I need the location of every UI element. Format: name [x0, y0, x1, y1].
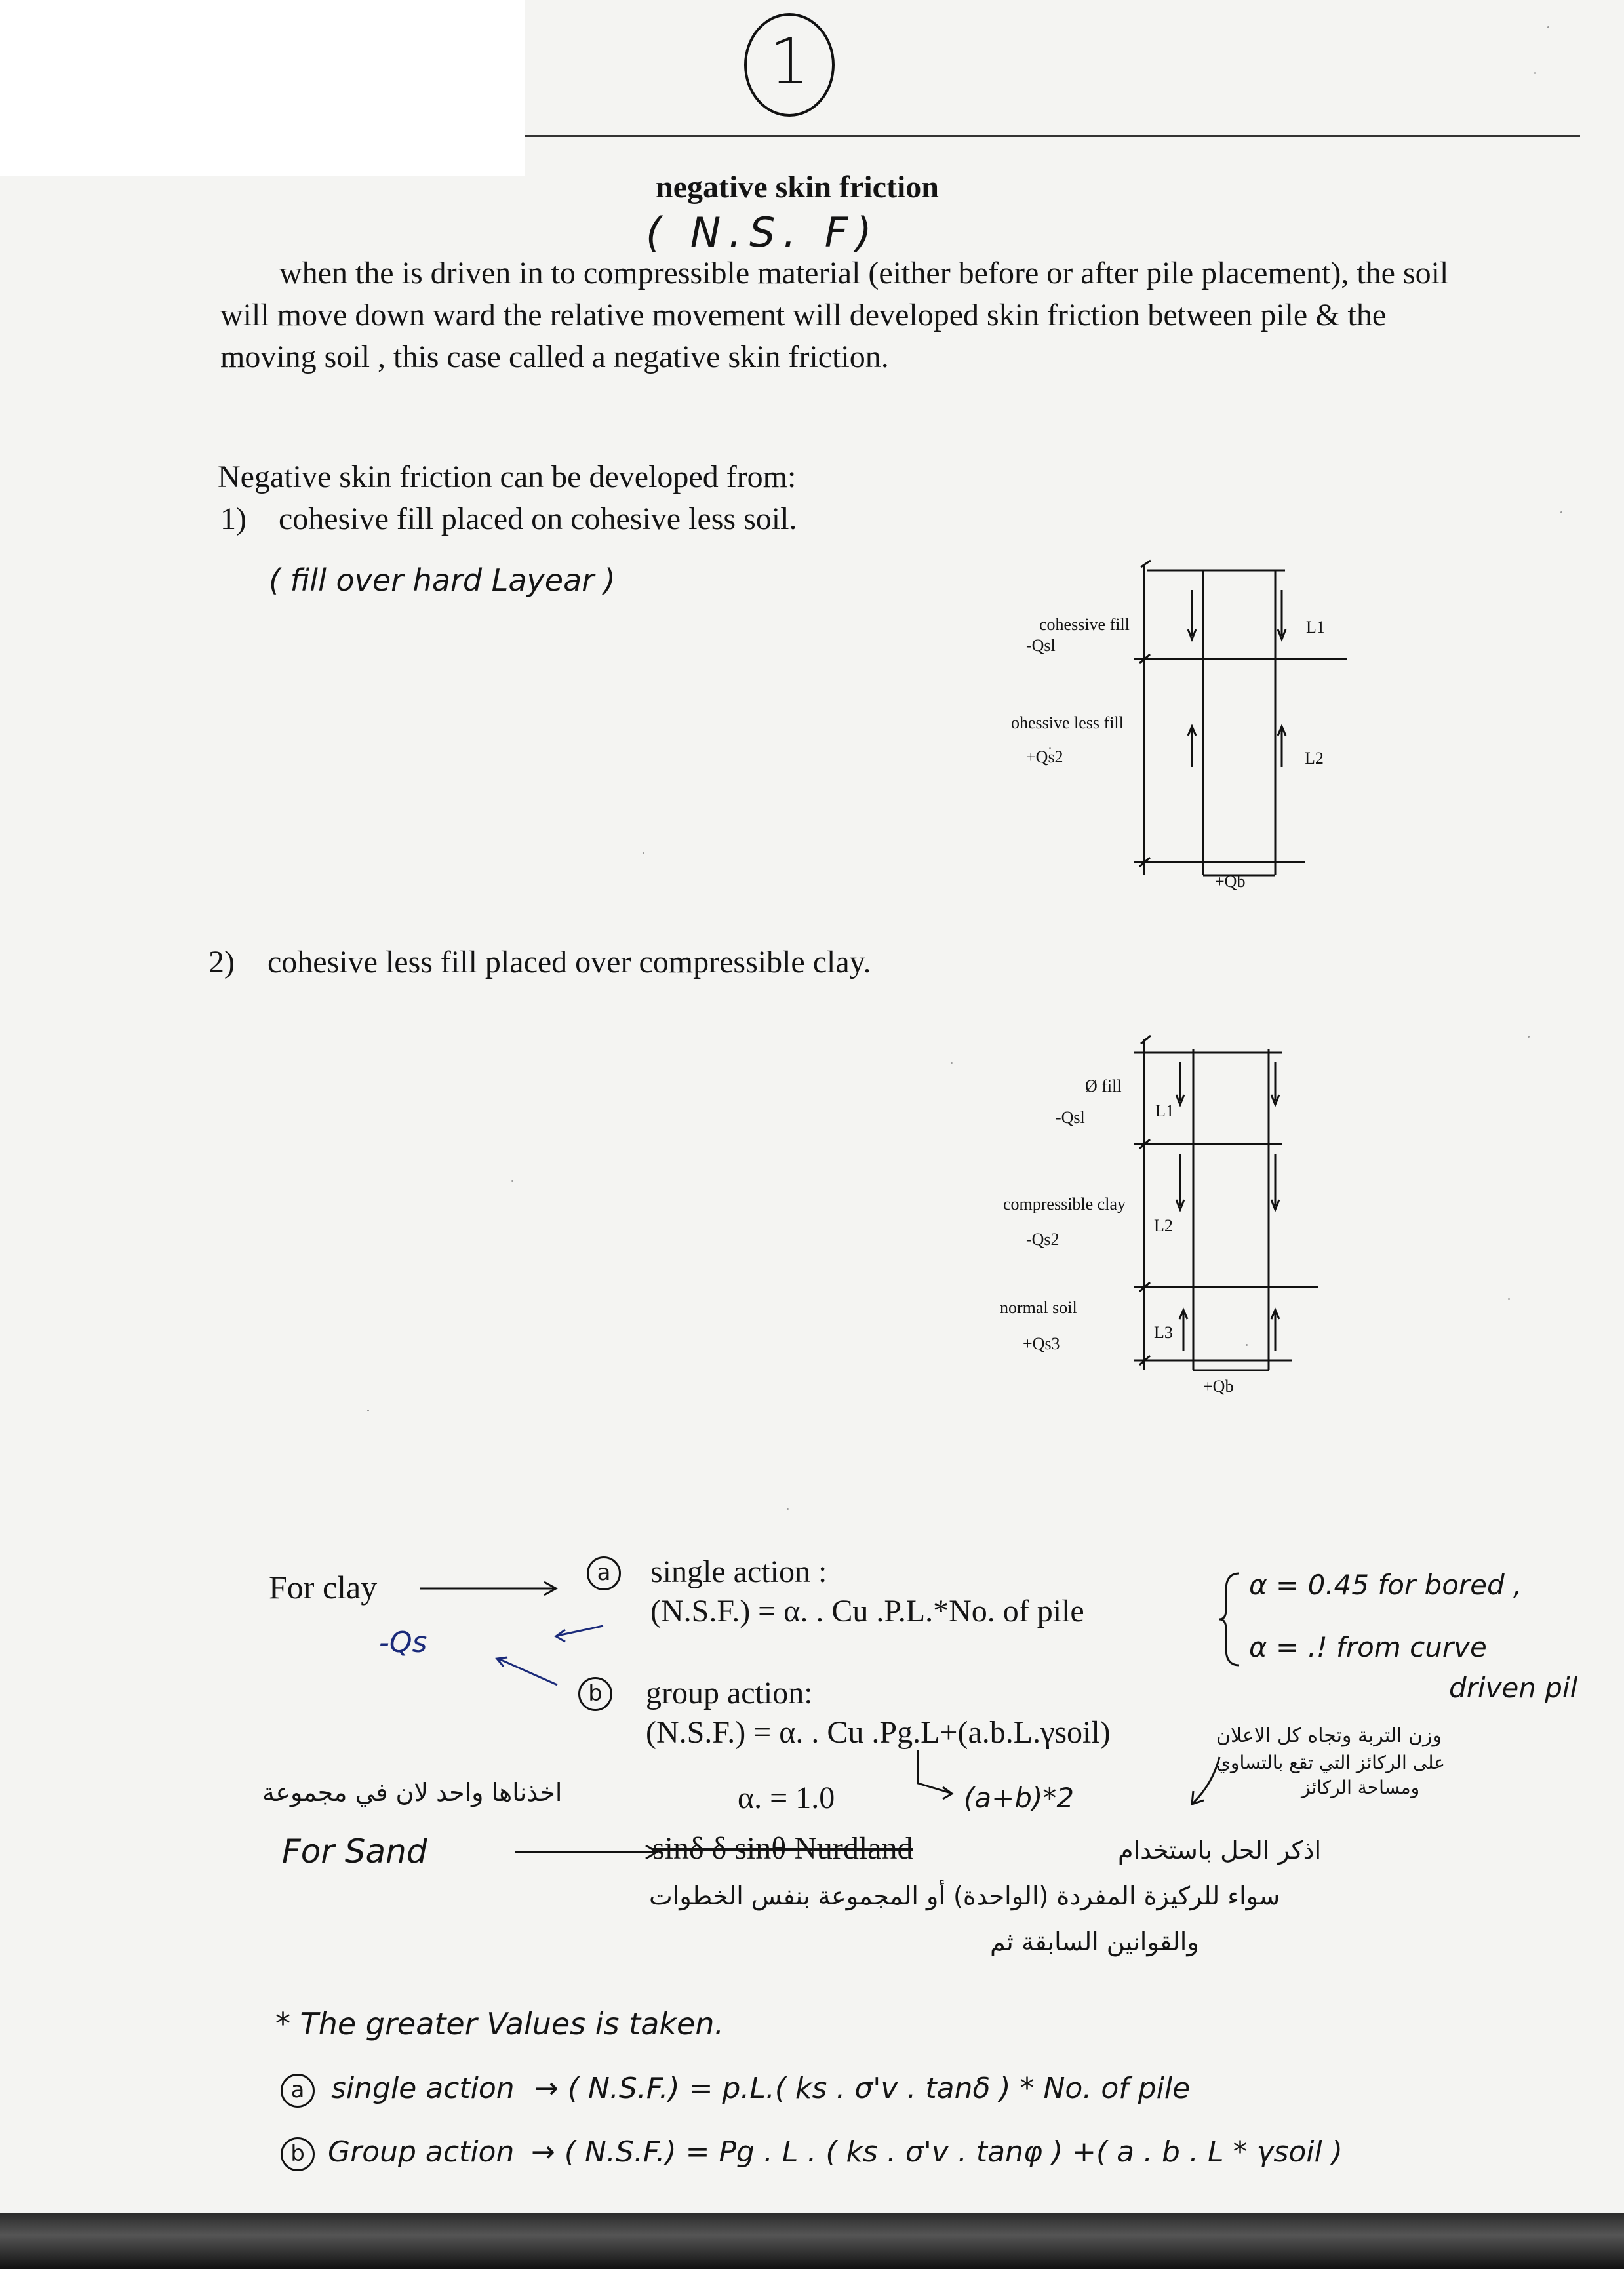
sand-group-label: Group action [328, 2135, 515, 2169]
header-rule [525, 135, 1580, 137]
greater-values-note: * The greater Values is taken. [275, 2006, 724, 2042]
arabic-weight-note-1: وزن التربة وتجاه كل الاعلان [1216, 1724, 1442, 1747]
sand-arrow [511, 1842, 662, 1862]
d1-layer2-force: +Qs2 [1026, 747, 1063, 766]
sand-crossed-text: sinδ δ sinθ Nurdland [652, 1831, 913, 1866]
single-action-title: single action : [650, 1554, 827, 1589]
arabic-alpha-note: اخذناها واحد لان في مجموعة [262, 1778, 563, 1807]
scan-edge [0, 2213, 1624, 2269]
d2-layer3-force: +Qs3 [1023, 1334, 1060, 1353]
case1-number: 1) [220, 502, 247, 536]
sand-arabic-1: اذكر الحل باستخدام [1118, 1836, 1322, 1865]
d1-length1: L1 [1306, 618, 1325, 637]
case1-text: cohesive fill placed on cohesive less soil. [279, 502, 797, 536]
d2-layer3: normal soil [1000, 1298, 1077, 1317]
for-clay-label: For clay [269, 1569, 378, 1606]
case1-handwritten-note: ( fill over hard Layear ) [269, 562, 616, 598]
paper-corner [0, 0, 525, 176]
d1-base-force: +Qb [1215, 872, 1246, 891]
perimeter-arrows [905, 1744, 1233, 1823]
sand-group-formula: → ( N.S.F.) = Pg . L . ( ks . σ'v . tanφ ) +( a . b . L * γsoil ) [531, 2135, 1343, 2169]
group-action-title: group action: [646, 1676, 813, 1710]
perimeter-note: (a+b)*2 [964, 1782, 1075, 1814]
sand-arabic-2: سواء للركيزة المفردة (الواحدة) أو المجموعة بنفس الخطوات [649, 1882, 1280, 1910]
sand-single-marker: a [281, 2074, 315, 2108]
case2-text: cohesive less fill placed over compressible clay. [267, 945, 871, 979]
single-action-marker: a [587, 1556, 621, 1590]
intro-paragraph [220, 252, 1453, 378]
alpha-bored-note: α = 0.45 for bored , [1249, 1569, 1522, 1601]
group-action-marker: b [578, 1677, 612, 1711]
d2-length3: L3 [1154, 1323, 1173, 1342]
alpha-group-value: α. = 1.0 [738, 1781, 835, 1815]
brace [1216, 1570, 1249, 1668]
single-action-formula: (N.S.F.) = α. . Cu .P.L.*No. of pile [650, 1594, 1084, 1628]
d2-length1: L1 [1155, 1101, 1174, 1120]
handwritten-abbreviation: ( N.S. F) [646, 208, 880, 256]
sand-single-formula: → ( N.S.F.) = p.L.( ks . σ'v . tanδ ) * No. of pile [534, 2072, 1191, 2105]
arabic-weight-note-2: على الركائز التي تقع بالتساوي [1216, 1752, 1445, 1773]
sand-group-marker: b [281, 2137, 315, 2171]
alpha-driven-note-2: driven pil [1449, 1672, 1578, 1704]
page-title: negative skin friction [656, 170, 939, 205]
arabic-weight-note-3: ومساحة الركائز [1301, 1777, 1420, 1798]
group-action-formula: (N.S.F.) = α. . Cu .Pg.L+(a.b.L.γsoil) [646, 1715, 1111, 1750]
d2-layer1-force: -Qsl [1056, 1108, 1085, 1127]
alpha-driven-note: α = .! from curve [1249, 1631, 1487, 1663]
d2-layer2-force: -Qs2 [1026, 1230, 1060, 1249]
sand-single-label: single action [331, 2072, 515, 2105]
d1-length2: L2 [1305, 749, 1324, 768]
developed-from-heading: Negative skin friction can be developed from: [218, 460, 797, 494]
d2-layer1: Ø fill [1085, 1076, 1122, 1095]
intro-text: when the is driven in to compressible material (either before or after pile placement), the soil will move down ward the relative movement will developed skin friction between pile & the moving soil , this case called a negative skin friction. [220, 256, 1449, 374]
clay-arrows [413, 1560, 675, 1731]
case2-number: 2) [208, 945, 235, 979]
for-sand-label: For Sand [282, 1832, 427, 1870]
d2-base-force: +Qb [1203, 1377, 1234, 1396]
d1-layer1-force: -Qsl [1026, 636, 1056, 655]
tick-top [1141, 561, 1151, 567]
d2-layer2: compressible clay [1003, 1194, 1126, 1213]
d1-layer1: cohessive fill [1039, 615, 1130, 634]
d2-length2: L2 [1154, 1216, 1173, 1235]
page-number: 1 [769, 25, 810, 98]
d1-layer2: ohessive less fill [1011, 713, 1124, 732]
sand-arabic-3: والقوانين السابقة ثم [990, 1927, 1199, 1956]
handwritten-qs: -Qs [379, 1626, 427, 1659]
